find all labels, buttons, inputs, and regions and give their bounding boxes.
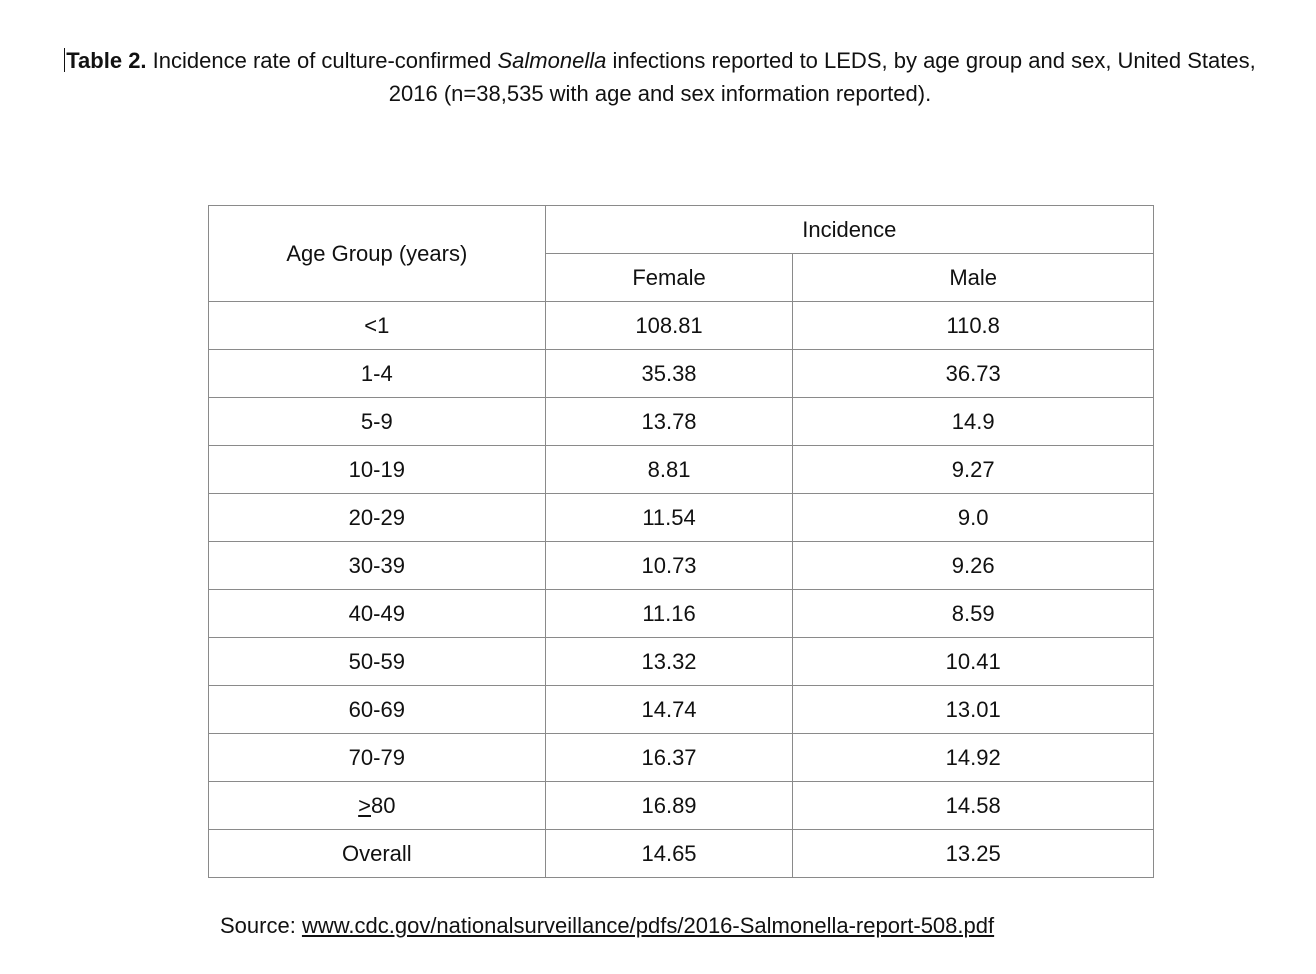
age-cell: 40-49	[209, 590, 546, 638]
table-row	[209, 302, 1154, 350]
male-cell: 13.25	[793, 830, 1154, 878]
age-cell: 50-59	[209, 638, 546, 686]
table-row	[209, 734, 1154, 782]
female-cell: 8.81	[545, 446, 793, 494]
table-row	[209, 350, 1154, 398]
male-cell: 14.58	[793, 782, 1154, 830]
caption-italic: Salmonella	[497, 48, 607, 73]
table-caption	[55, 44, 1265, 110]
table-body	[209, 302, 1154, 878]
incidence-table	[208, 205, 1154, 878]
male-cell: 10.41	[793, 638, 1154, 686]
incidence-header: Incidence	[545, 206, 1153, 254]
caption-text-after: infections reported to LEDS, by age group and sex, United States, 2016 (n=38,535 with age and sex information reported).	[388, 48, 1256, 106]
female-cell: 14.74	[545, 686, 793, 734]
male-header: Male	[793, 254, 1154, 302]
female-cell: 13.78	[545, 398, 793, 446]
age-cell: 5-9	[209, 398, 546, 446]
male-cell: 36.73	[793, 350, 1154, 398]
table-row	[209, 542, 1154, 590]
female-cell: 11.16	[545, 590, 793, 638]
male-cell: 14.92	[793, 734, 1154, 782]
table-row	[209, 686, 1154, 734]
female-cell: 16.89	[545, 782, 793, 830]
table-row	[209, 782, 1154, 830]
age-cell	[209, 782, 546, 830]
male-cell: 9.0	[793, 494, 1154, 542]
female-cell: 13.32	[545, 638, 793, 686]
age-cell: 1-4	[209, 350, 546, 398]
header-row-1	[209, 206, 1154, 254]
age-prefix-ge: >	[358, 792, 371, 818]
male-cell: 13.01	[793, 686, 1154, 734]
table-row	[209, 494, 1154, 542]
table-row	[209, 638, 1154, 686]
age-cell: 10-19	[209, 446, 546, 494]
caption-text-before: Incidence rate of culture-confirmed	[146, 48, 498, 73]
male-cell: 110.8	[793, 302, 1154, 350]
age-cell: <1	[209, 302, 546, 350]
table-row	[209, 590, 1154, 638]
source-label: Source:	[220, 913, 302, 938]
male-cell: 8.59	[793, 590, 1154, 638]
female-cell: 14.65	[545, 830, 793, 878]
male-cell: 14.9	[793, 398, 1154, 446]
female-cell: 16.37	[545, 734, 793, 782]
female-cell: 11.54	[545, 494, 793, 542]
table-row-overall	[209, 830, 1154, 878]
source-link[interactable]: www.cdc.gov/nationalsurveillance/pdfs/2016-Salmonella-report-508.pdf	[301, 913, 995, 938]
age-value: 80	[371, 792, 396, 818]
age-cell: 60-69	[209, 686, 546, 734]
age-cell: 20-29	[209, 494, 546, 542]
age-cell: 30-39	[209, 542, 546, 590]
age-cell: 70-79	[209, 734, 546, 782]
female-header: Female	[545, 254, 793, 302]
male-cell: 9.26	[793, 542, 1154, 590]
male-cell: 9.27	[793, 446, 1154, 494]
female-cell: 35.38	[545, 350, 793, 398]
age-cell: Overall	[209, 830, 546, 878]
source-line	[220, 911, 994, 941]
female-cell: 10.73	[545, 542, 793, 590]
female-cell: 108.81	[545, 302, 793, 350]
table-row	[209, 398, 1154, 446]
caption-label: Table 2.	[66, 48, 147, 73]
age-group-header: Age Group (years)	[209, 206, 546, 302]
table-row	[209, 446, 1154, 494]
